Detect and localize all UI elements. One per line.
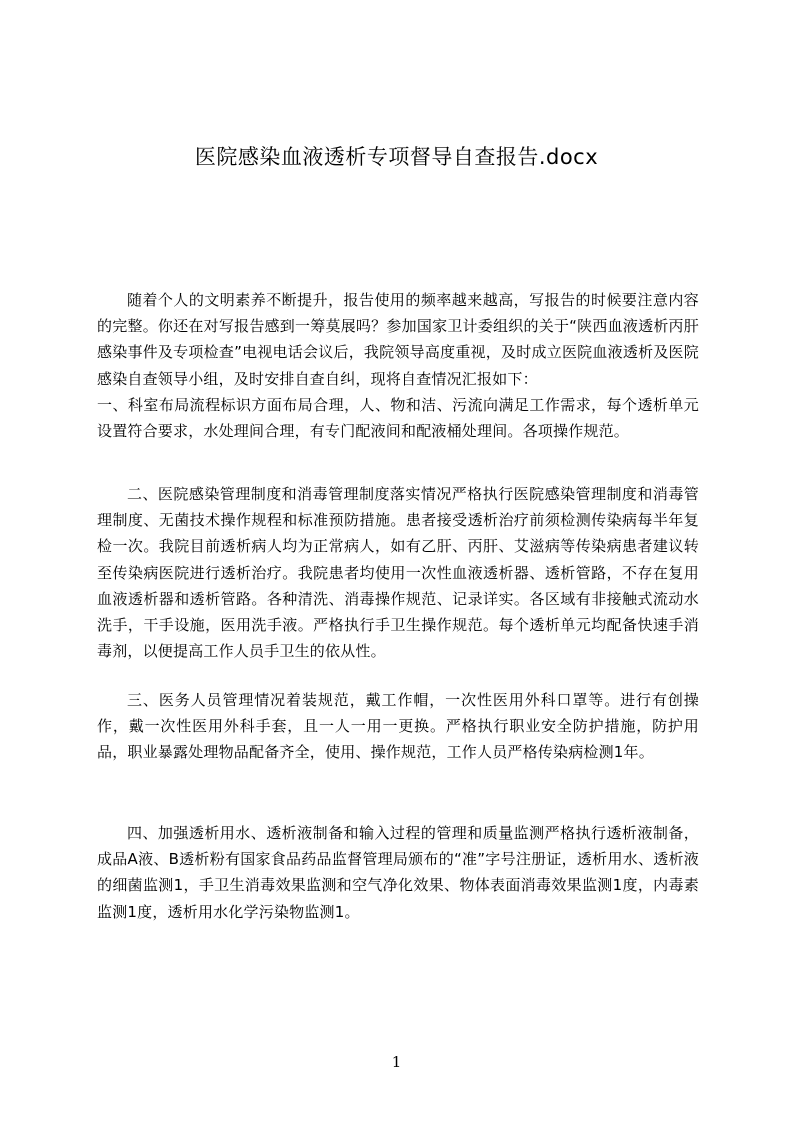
page-number: 1 <box>391 1053 402 1071</box>
paragraph-1-section-one: 一、科室布局流程标识方面布局合理，人、物和洁、污流向满足工作需求，每个透析单元设置符合要求，水处理间合理，有专门配液间和配液桶处理间。各项操作规范。 <box>97 395 699 441</box>
document-title: 医院感染血液透析专项督导自查报告.docx <box>194 145 599 169</box>
paragraph-1-intro: 随着个人的文明素养不断提升，报告使用的频率越来越高，写报告的时候要注意内容的完整。你还在对写报告感到一筹莫展吗？参加国家卫计委组织的关于“陕西血液透析丙肝感染事件及专项检查”电视电话会议后，我院领导高度重视，及时成立医院血液透析及医院感染自查领导小组，及时安排自查自纠，现将自查情况汇报如下： <box>97 291 699 388</box>
paragraph-1 <box>97 287 699 444</box>
paragraph-2: 二、医院感染管理制度和消毒管理制度落实情况严格执行医院感染管理制度和消毒管理制度、无菌技术操作规程和标准预防措施。患者接受透析治疗前须检测传染病每半年复检一次。我院目前透析病人均为正常病人，如有乙肝、丙肝、艾滋病等传染病患者建议转至传染病医院进行透析治疗。我院患者均使用一次性血液透析器、透析管路，不存在复用血液透析器和透析管路。各种清洗、消毒操作规范、记录详实。各区域有非接触式流动水洗手，干手设施，医用洗手液。严格执行手卫生操作规范。每个透析单元均配备快速手消毒剂，以便提高工作人员手卫生的依从性。 <box>97 485 699 661</box>
paragraph-4: 四、加强透析用水、透析液制备和输入过程的管理和质量监测严格执行透析液制备，成品A液、B透析粉有国家食品药品监督管理局颁布的“准”字号注册证，透析用水、透析液的细菌监测1，手卫生消毒效果监测和空气净化效果、物体表面消毒效果监测1度，内毒素监测1度，透析用水化学污染物监测1。 <box>97 824 699 921</box>
paragraph-3: 三、医务人员管理情况着装规范，戴工作帽，一次性医用外科口罩等。进行有创操作，戴一次性医用外科手套，且一人一用一更换。严格执行职业安全防护措施，防护用品，职业暴露处理物品配备齐全，使用、操作规范，工作人员严格传染病检测1年。 <box>97 691 699 762</box>
